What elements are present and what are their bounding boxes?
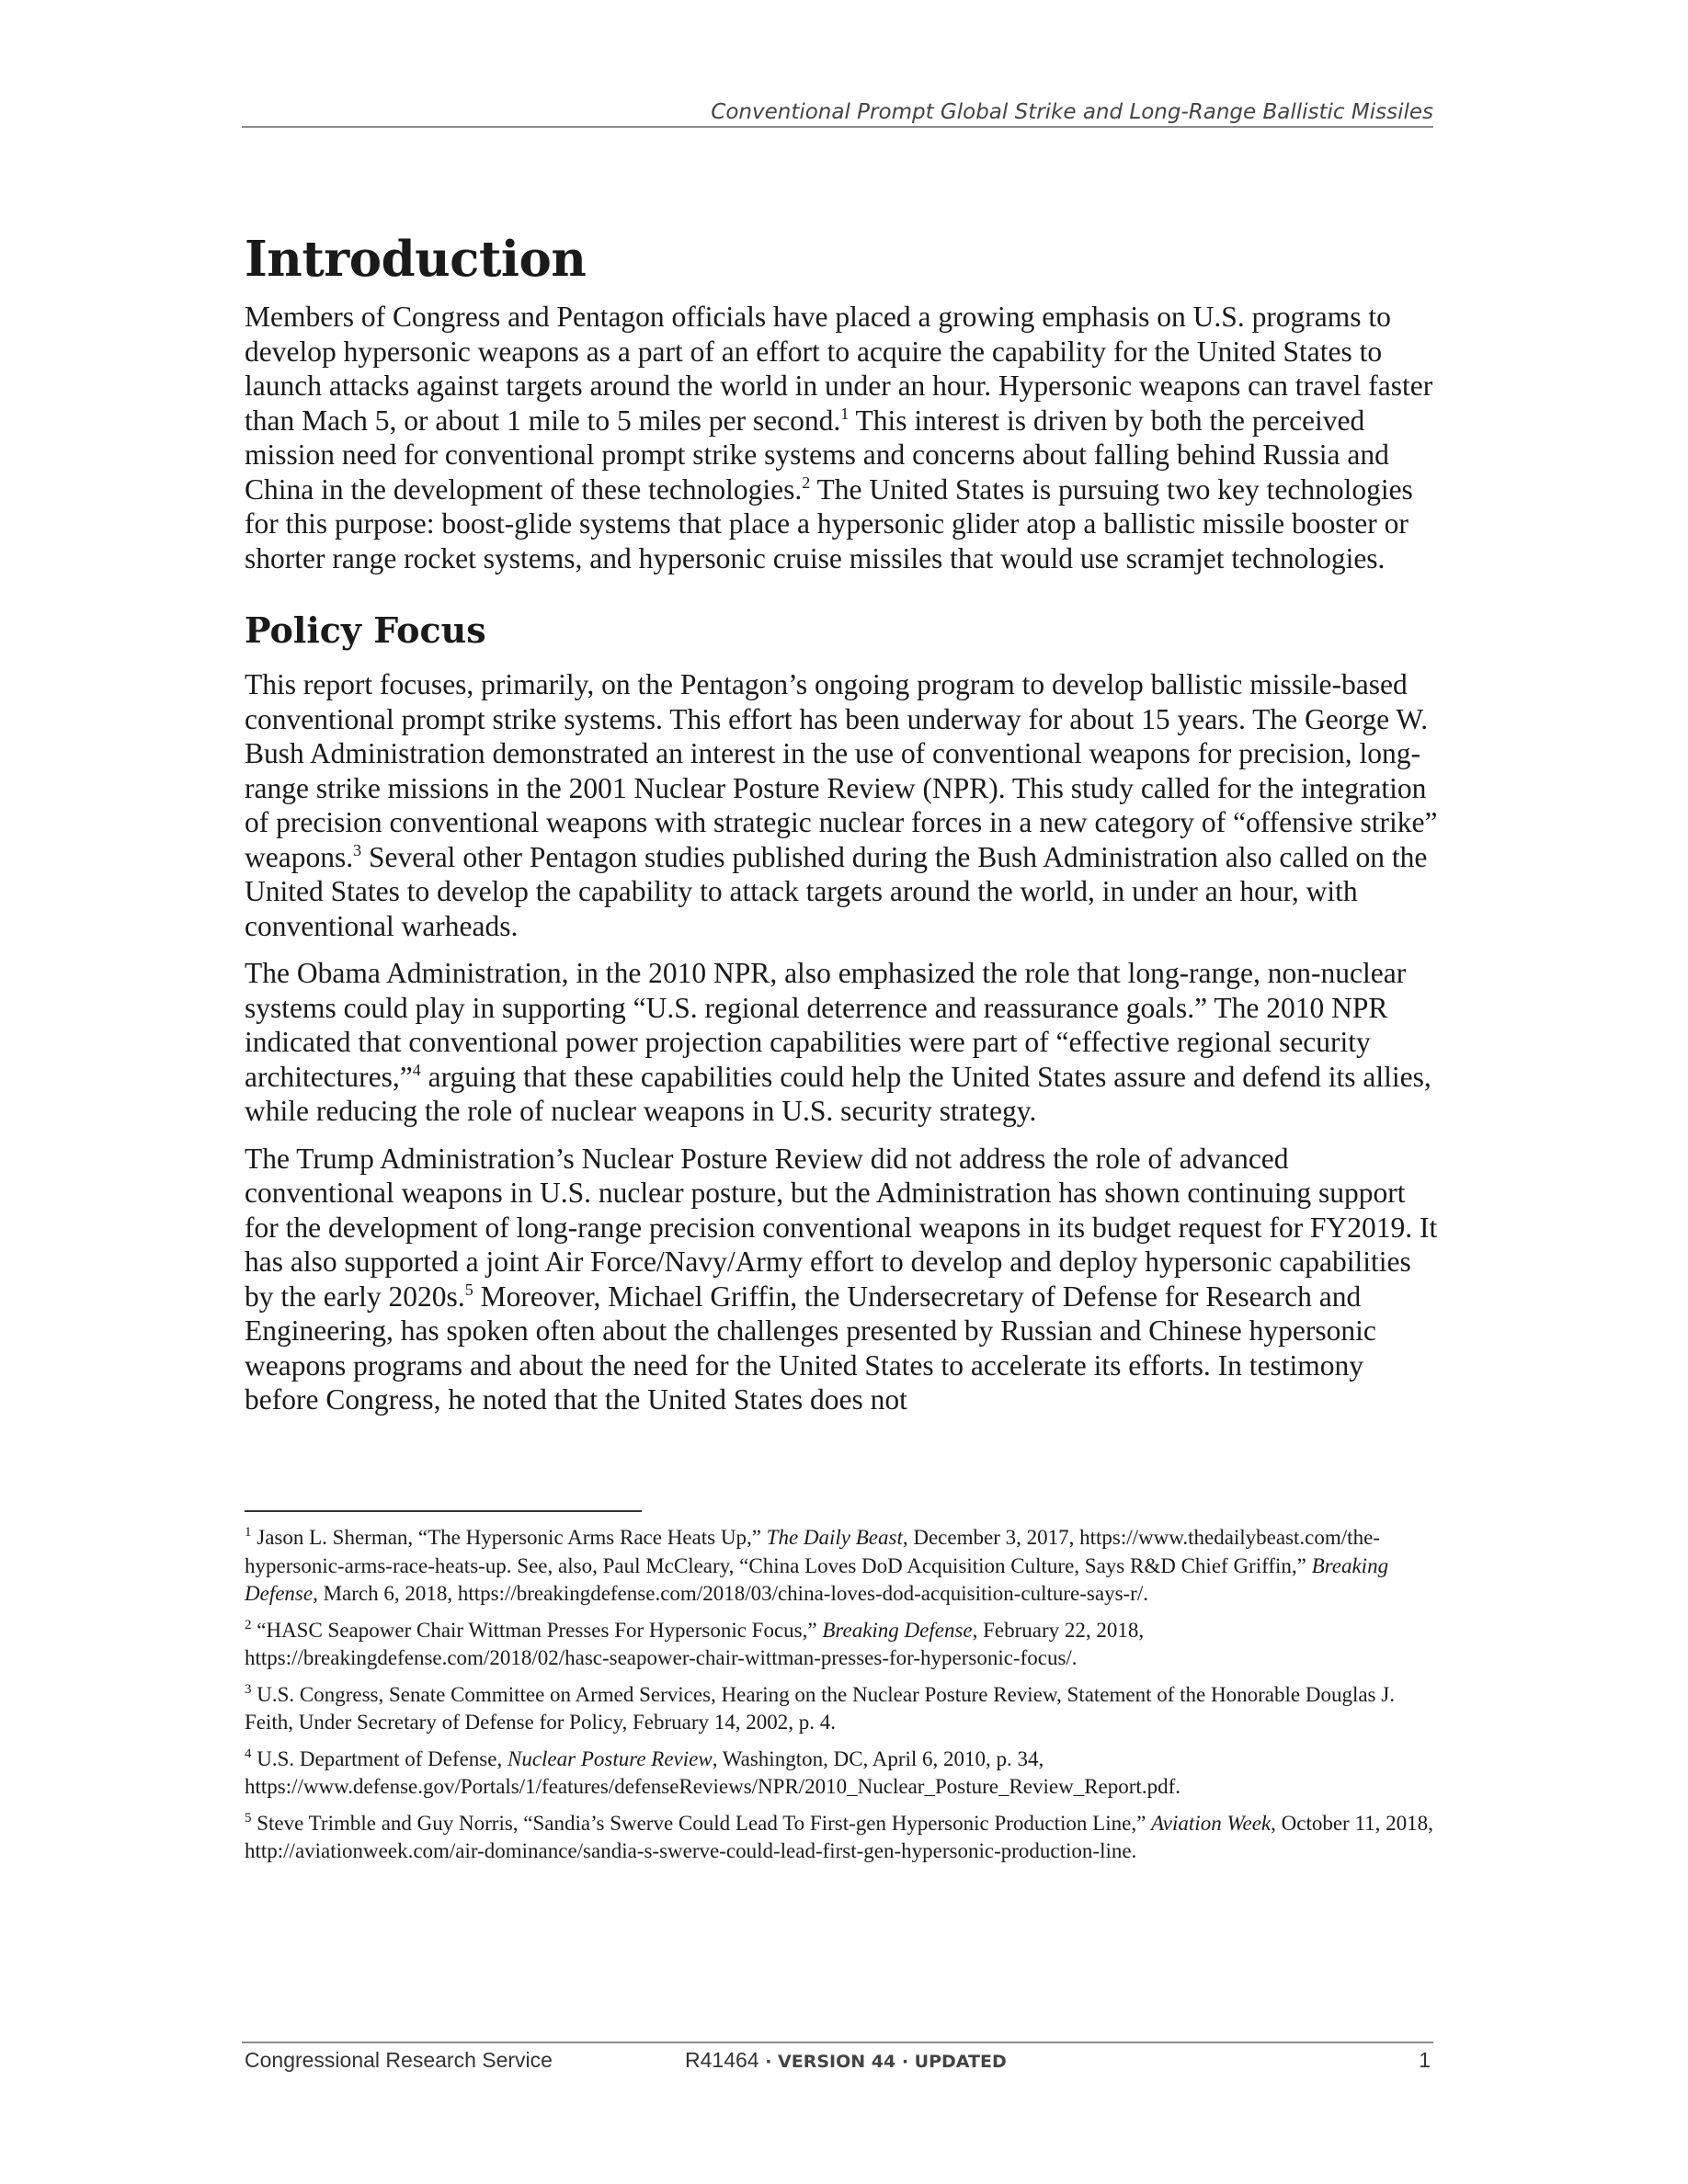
- footnote-text: , December 3, 2017, https://www.thedailybeast.com/the-hypersonic-arms-race-heats-up. See, also, Paul McCleary, “China Loves DoD Acquisition Culture, Says R&D Chief Griffin,”: [245, 1526, 1380, 1577]
- footer-divider: [242, 2042, 1433, 2043]
- introduction-heading: Introduction: [245, 231, 587, 288]
- text-run: Moreover, Michael Griffin, the Undersecretary of Defense for Research and Engineering, has spoken often about the challenges presented by Russian and Chinese hypersonic weapons programs and about the need for the United States to accelerate its efforts. In testimony before Congress, he noted that the United States does not: [245, 1280, 1376, 1416]
- footnote-text: “HASC Seapower Chair Wittman Presses For Hypersonic Focus,”: [257, 1618, 823, 1642]
- footnote-text: , February 22, 2018, https://breakingdefense.com/2018/02/hasc-seapower-chair-wittman-presses-for-hypersonic-focus/.: [245, 1618, 1145, 1669]
- footnote-number: 1: [245, 1525, 252, 1540]
- text-run: Members of Congress and Pentagon officials have placed a growing emphasis on U.S. programs to develop hypersonic weapons as a part of an effort to acquire the capability for the United States to launch attacks against targets around the world in under an hour. Hypersonic weapons can travel faster than Mach 5, or about 1 mile to 5 miles per second.: [245, 301, 1433, 437]
- publication-title: Nuclear Posture Review: [507, 1746, 713, 1770]
- footnote-number: 4: [245, 1746, 252, 1761]
- footnote-ref-2[interactable]: 2: [802, 472, 811, 492]
- page-number: 1: [1419, 2048, 1431, 2072]
- footnote-5: [245, 1810, 1440, 1866]
- header-divider: [242, 126, 1433, 128]
- footnote-text: , Washington, DC, April 6, 2010, p. 34, https://www.defense.gov/Portals/1/features/defenseReviews/NPR/2010_Nuclear_Posture_Review_Report.pdf.: [245, 1746, 1180, 1798]
- footnote-ref-5[interactable]: 5: [464, 1280, 473, 1299]
- intro-paragraph: [245, 300, 1440, 575]
- footnote-number: 3: [245, 1681, 252, 1697]
- version-label: · VERSION 44 · UPDATED: [758, 2052, 1007, 2072]
- footnote-4: [245, 1746, 1440, 1802]
- footnote-3: [245, 1681, 1440, 1737]
- text-run: This report focuses, primarily, on the Pentagon’s ongoing program to develop ballistic missile-based conventional prompt strike systems. This effort has been underway for about 15 years. The George W. Bush Administration demonstrated an interest in the use of conventional weapons for precision, long-range strike missions in the 2001 Nuclear Posture Review (NPR). This study called for the integration of precision conventional weapons with strategic nuclear forces in a new category of “offensive strike” weapons.: [245, 668, 1438, 873]
- footnote-text: March 6, 2018, https://breakingdefense.com/2018/03/china-loves-dod-acquisition-culture-says-r/.: [317, 1582, 1148, 1605]
- footnote-text: U.S. Department of Defense,: [257, 1746, 508, 1770]
- footnote-2: [245, 1617, 1440, 1673]
- footnotes: [245, 1524, 1440, 1874]
- main-content: [245, 230, 1440, 1430]
- text-run: Several other Pentagon studies published during the Bush Administration also called on the United States to develop the capability to attack targets around the world, in under an hour, with conventional warheads.: [245, 840, 1428, 942]
- text-run: The Obama Administration, in the 2010 NPR, also emphasized the role that long-range, non-nuclear systems could play in supporting “U.S. regional deterrence and reassurance goals.” The 2010 NPR indicated that conventional power projection capabilities were part of “effective regional security architectures,”: [245, 957, 1407, 1093]
- text-run: The United States is pursuing two key technologies for this purpose: boost-glide systems that place a hypersonic glider atop a ballistic missile booster or shorter range rocket systems, and hypersonic cruise missiles that would use scramjet technologies.: [245, 472, 1413, 574]
- text-run: The Trump Administration’s Nuclear Posture Review did not address the role of advanced conventional weapons in U.S. nuclear posture, but the Administration has shown continuing support for the development of long-range precision conventional weapons in its budget request for FY2019. It has also supported a joint Air Force/Navy/Army effort to develop and deploy hypersonic capabilities by the early 2020s.: [245, 1142, 1438, 1313]
- publication-title: The Daily Beast: [766, 1526, 903, 1549]
- publication-title: Aviation Week: [1151, 1811, 1272, 1835]
- footnote-text: Steve Trimble and Guy Norris, “Sandia’s Swerve Could Lead To First-gen Hypersonic Production Line,”: [257, 1811, 1152, 1835]
- footnote-divider: [245, 1510, 642, 1512]
- footer-report-info: [685, 2046, 1007, 2076]
- policy-paragraph-2: [245, 956, 1440, 1129]
- text-run: arguing that these capabilities could help the United States assure and defend its allies, while reducing the role of nuclear weapons in U.S. security strategy.: [245, 1060, 1431, 1127]
- footnote-ref-4[interactable]: 4: [412, 1060, 421, 1079]
- footnote-1: [245, 1524, 1440, 1609]
- policy-paragraph-1: [245, 667, 1440, 943]
- footnote-text: Jason L. Sherman, “The Hypersonic Arms Race Heats Up,”: [257, 1526, 767, 1549]
- policy-focus-heading: Policy Focus: [245, 609, 486, 651]
- publication-title: Breaking Defense,: [245, 1553, 1389, 1605]
- footnote-number: 5: [245, 1810, 252, 1826]
- report-id: R41464: [685, 2048, 759, 2072]
- footnote-text: , October 11, 2018, http://aviationweek.com/air-dominance/sandia-s-swerve-could-lead-first-gen-hypersonic-production-line.: [245, 1811, 1433, 1862]
- text-run: This interest is driven by both the perceived mission need for conventional prompt strike systems and concerns about falling behind Russia and China in the development of these technologies.: [245, 404, 1389, 506]
- policy-paragraph-3: [245, 1142, 1440, 1417]
- publication-title: Breaking Defense: [822, 1618, 973, 1642]
- footnote-text: U.S. Congress, Senate Committee on Armed Services, Hearing on the Nuclear Posture Review, Statement of the Honorable Douglas J. Feith, Under Secretary of Defense for Policy, February 14, 2002, p. 4.: [245, 1682, 1395, 1734]
- footnote-ref-1[interactable]: 1: [840, 404, 850, 423]
- footnote-number: 2: [245, 1617, 252, 1632]
- running-header: Conventional Prompt Global Strike and Long-Range Ballistic Missiles: [711, 100, 1433, 124]
- footnote-ref-3[interactable]: 3: [353, 840, 362, 859]
- footer-organization: Congressional Research Service: [245, 2048, 553, 2072]
